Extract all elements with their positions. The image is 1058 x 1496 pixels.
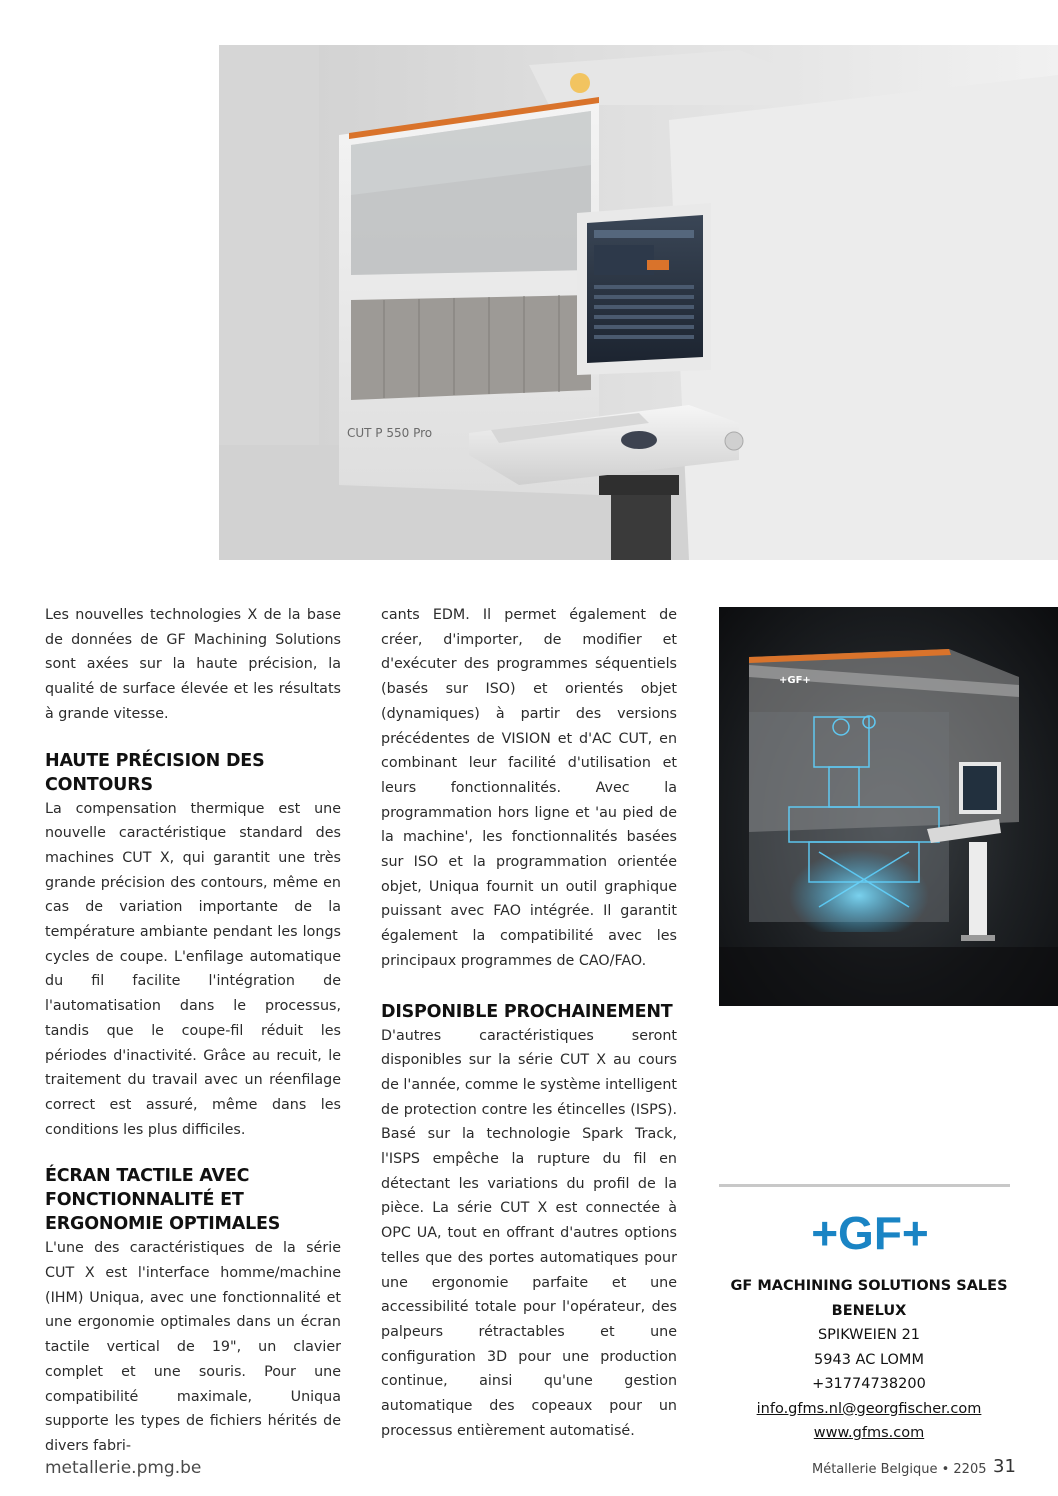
section-body-precision: La compensation thermique est une nouvelle caractéristique standard des machines CUT X, qui garantit une très grande précision des contours, même en cas de variation importante de la température ambiante pendant les longs cycles de coupe. L'enfilage automatique du fil facilite l'intégration de l'automatisation dans le processus, tandis que le coupe-fil réduit les périodes d'inactivité. Grâce au recuit, le traitement du travail avec un réenfilage correct est assuré, même dans les conditions les plus difficiles. bbox=[45, 800, 341, 1138]
contact-block bbox=[719, 1274, 1019, 1446]
section-heading-precision: HAUTE PRÉCISION DES CONTOURS bbox=[45, 750, 265, 795]
address-city: 5943 AC LOMM bbox=[814, 1351, 924, 1368]
section-heading-upcoming: DISPONIBLE PROCHAINEMENT bbox=[381, 1001, 673, 1022]
promo-brand-label: +GF+ bbox=[779, 675, 811, 686]
article-column-left bbox=[45, 603, 341, 1454]
page-number: 31 bbox=[993, 1456, 1016, 1477]
gf-logo-text: +GF+ bbox=[811, 1207, 929, 1259]
transparent-machine-illustration bbox=[719, 607, 1058, 1006]
gf-logo bbox=[795, 1206, 945, 1258]
article-column-middle bbox=[381, 603, 677, 1444]
promo-photo bbox=[719, 607, 1058, 1006]
divider bbox=[719, 1184, 1010, 1187]
phone-number: +31774738200 bbox=[812, 1376, 926, 1392]
footer-magazine-issue: Métallerie Belgique • 2205 bbox=[812, 1462, 987, 1477]
section-body-touchscreen-continued: cants EDM. Il permet également de créer, d'importer, de modifier et d'exécuter des programmes séquentiels (basés sur ISO) et orientés objet (dynamiques) à partir des versions précédentes de VISION et d'AC CUT, en combinant leur facilité d'utilisation et leurs fonctionnalités. Avec la programmation hors ligne et 'au pied de la machine', les fonctionnalités basées sur ISO et la programmation orientée objet, Uniqua fournit un outil graphique puissant avec FAO intégrée. Il garantit également la compatibilité avec les principaux programmes de CAO/FAO. bbox=[381, 607, 677, 969]
footer-website[interactable]: metallerie.pmg.be bbox=[45, 1458, 202, 1478]
article-intro: Les nouvelles technologies X de la base de données de GF Machining Solutions sont axées sur la haute précision, la qualité de surface élevée et les résultats à grande vitesse. bbox=[45, 607, 341, 722]
website-link[interactable]: www.gfms.com bbox=[813, 1425, 925, 1441]
address-street: SPIKWEIEN 21 bbox=[817, 1327, 921, 1343]
company-name-line1: GF MACHINING SOLUTIONS SALES bbox=[730, 1278, 1008, 1294]
section-body-touchscreen: L'une des caractéristiques de la série CUT X est l'interface homme/machine (IHM) Uniqua, avec une fonctionnalité et une ergonomie optimales dans un écran tactile vertical de 19", un clavier complet et une souris. Pour une compatibilité maximale, Uniqua supporte les types de fichiers hérités de divers fabri- bbox=[45, 1240, 341, 1454]
email-link[interactable]: info.gfms.nl@georgfischer.com bbox=[756, 1400, 982, 1417]
machine-illustration bbox=[219, 45, 1058, 560]
company-name-line2: BENELUX bbox=[831, 1302, 907, 1319]
section-heading-touchscreen: ÉCRAN TACTILE AVEC FONCTIONNALITÉ ET ERGONOMIE OPTIMALES bbox=[45, 1166, 281, 1235]
machine-model-label: CUT P 550 Pro bbox=[347, 426, 433, 440]
section-body-upcoming: D'autres caractéristiques seront disponibles sur la série CUT X au cours de l'année, comme le système intelligent de protection contre les étincelles (ISPS). Basé sur la technologie Spark Track, l'ISPS empêche la rupture du fil en détectant les variations du profil de la pièce. La série CUT X est connectée à OPC UA, tout en offrant d'autres options telles que des portes automatiques pour une ergonomie parfaite et une accessibilité totale pour l'opérateur, des palpeurs rétractables et une configuration 3D pour une production continue, ainsi qu'une gestion automatique des copeaux pour un processus entièrement automatisé. bbox=[381, 1027, 677, 1439]
hero-photo bbox=[219, 45, 1058, 560]
